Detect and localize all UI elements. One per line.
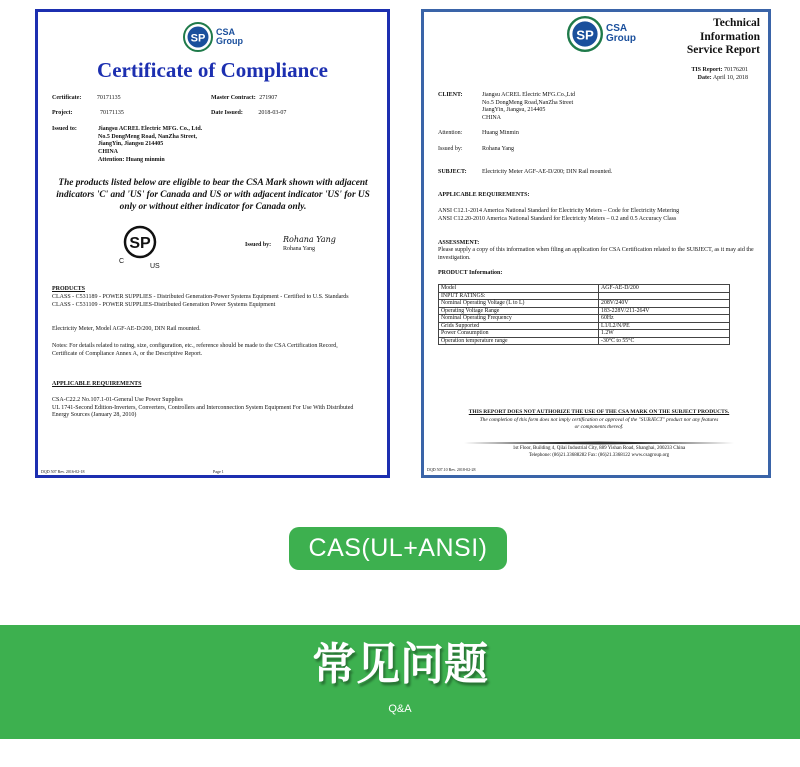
requirement-line: ANSI C12.20-2010 America National Standard for Electricity Meters – 0.2 and 0.5 Accuracy Class (438, 215, 677, 222)
report-title-line: Information (699, 30, 760, 43)
certificate-of-compliance (35, 9, 390, 478)
svg-text:SP: SP (129, 235, 151, 252)
logo-line-1: CSA (606, 23, 628, 34)
table-cell: INPUT RATINGS: (439, 292, 599, 300)
footer-left: DQD 507.10 Rev. 2018-02-28 (427, 467, 476, 472)
client-line: No.5 DongMeng Road,NanZha Street (482, 99, 574, 106)
table-row (439, 285, 730, 293)
footer-address (438, 446, 760, 459)
date-issued-value: 2018-03-07 (258, 110, 287, 116)
table-cell: 60Hz (599, 315, 730, 323)
tis-value: 70176201 (724, 67, 748, 73)
disclaimer (438, 409, 760, 432)
master-contract-value: 271907 (259, 95, 278, 101)
svg-text:SP: SP (576, 27, 594, 43)
csa-mark-notice: The products listed below are eligible to bear the CSA Mark shown with adjacent indicators 'C' and 'US' for Canada and US or with adjacent indicator 'US' for US only or without either indicator for Canada only. (56, 178, 370, 212)
table-cell: Model (439, 285, 599, 293)
client-line: CHINA (482, 114, 501, 121)
mark-c: C (119, 258, 125, 265)
certification-badge: CAS(UL+ANSI) (289, 527, 507, 570)
issued-by-label: Issued by: (245, 242, 272, 248)
table-cell: 1.2W (599, 330, 730, 338)
table-cell: Nominal Operating Frequency (439, 315, 599, 323)
faq-title: 常见问题 (312, 639, 488, 690)
signer-name: Rohana Yang (283, 246, 316, 252)
signature: Rohana Yang (283, 235, 336, 244)
table-row (439, 292, 730, 300)
table-row (439, 315, 730, 323)
csa-mark (120, 225, 160, 271)
attention-label: Attention: (438, 130, 463, 136)
disclaimer-italic: The completion of this form does not imply certification or approval of the "SUBJECT" product nor any features or components thereof. (479, 416, 719, 430)
issued-to-line: CHINA (98, 148, 119, 155)
certificate-label: Certificate: (52, 95, 82, 101)
report-title (687, 17, 760, 58)
product-line: CLASS - C531189 - POWER SUPPLIES - Distributed Generation-Power Systems Equipment - Certified to U.S. Standards (52, 294, 349, 300)
logo-line-1: CSA (216, 27, 236, 37)
csa-logo (183, 22, 243, 52)
table-row (439, 330, 730, 338)
client-line: JiangYin, Jiangsu, 214405 (482, 107, 546, 113)
requirements-list (52, 397, 372, 420)
requirements-heading: APPLICABLE REQUIREMENTS (52, 381, 142, 387)
report-title-line: Service Report (686, 44, 760, 56)
products-list (52, 294, 377, 309)
product-info-table (438, 284, 730, 345)
faq-subtitle: Q&A (388, 703, 412, 715)
products-heading: PRODUCTS (52, 286, 86, 292)
table-cell: AGF-AE-D/200 (599, 285, 730, 293)
table-cell (599, 292, 730, 300)
table-cell: 183-228V/211-264V (599, 307, 730, 315)
client-line: Jiangsu ACREL Electric MFG.Co.,Ltd (482, 92, 576, 98)
meter-line: Electricity Meter, Model AGF-AE-D/200, DIN Rail mounted. (52, 326, 201, 332)
table-cell: Grids Supported (439, 322, 599, 330)
subject-value: Electricity Meter AGF-AE-D/200; DIN Rail mounted. (482, 169, 613, 175)
date-label: Date: (697, 74, 712, 81)
table-row (439, 307, 730, 315)
table-row (439, 322, 730, 330)
attention-value: Huang Minmin (482, 130, 519, 136)
issued-to-block (98, 126, 202, 165)
footer-left: DQD 507 Rev. 2016-02-18 (41, 469, 85, 474)
report-meta (691, 67, 748, 82)
attention-line: Attention: Huang minmin (98, 157, 165, 163)
requirements-heading: APPLICABLE REQUIREMENTS: (438, 192, 530, 198)
product-line: CLASS - C531109 - POWER SUPPLIES-Distributed Generation Power Systems Equipment (52, 301, 276, 308)
csa-logo (567, 16, 636, 52)
disclaimer-bold: THIS REPORT DOES NOT AUTHORIZE THE USE OF THE CSA MARK ON THE SUBJECT PRODUCTS. (468, 409, 730, 415)
client-label: CLIENT: (438, 92, 463, 98)
certificate-value: 70171135 (96, 95, 121, 101)
project-value: 70171135 (100, 110, 124, 116)
assessment-text: Please supply a copy of this information when filing an application for CSA Certification related to the SUBJECT, as it may aid the investigation. (438, 247, 754, 261)
page-number: Page 1 (213, 469, 224, 474)
csa-logo-icon (183, 22, 213, 52)
client-block (482, 92, 575, 122)
requirement-line: ANSI C12.1-2014 America National Standard for Electricity Meters – Code for Electricity Metering (438, 208, 680, 214)
table-cell: Power Consumption (439, 330, 599, 338)
issued-to-line: Jiangsu ACREL Electric MFG. Co., Ltd. (98, 126, 203, 132)
table-cell: 208V/240V (599, 300, 730, 308)
table-row (439, 337, 730, 345)
issued-by-label: Issued by: (438, 146, 463, 152)
logo-line-2: Group (216, 36, 243, 46)
requirements-list (438, 208, 763, 223)
table-cell: Operation temperature range (439, 337, 599, 345)
requirement-line: CSA-C22.2 No.107.1-01-General Use Power Supplies (52, 397, 183, 403)
notes: Notes: For details related to rating, size, configuration, etc., reference should be made to the CSA Certification Record, Certificate of Compliance Annex A, or the Descriptive Report. (52, 343, 338, 357)
date-issued-label: Date Issued: (211, 110, 243, 116)
subject-label: SUBJECT: (438, 169, 467, 175)
phone-line: Telephone: (86)21.33688282 Fax: (86)21.3368122 www.csagroup.org (528, 452, 670, 458)
project-label: Project: (52, 110, 73, 116)
table-cell: Operating Voltage Range (439, 307, 599, 315)
mark-us: US (150, 263, 160, 270)
certificate-title: Certificate of Compliance (97, 58, 328, 82)
table-cell: -30°C to 55°C (599, 337, 730, 345)
product-info-heading: PRODUCT Information: (438, 270, 503, 276)
issued-by-value: Rohana Yang (482, 146, 515, 152)
tis-label: TIS Report: (691, 67, 723, 73)
report-title-line: Technical (713, 17, 760, 29)
table-row (439, 300, 730, 308)
assessment-heading: ASSESSMENT: (438, 240, 480, 246)
table-cell: Nominal Operating Voltage (L to L) (439, 300, 599, 308)
issued-to-line: JiangYin, Jiangsu 214405 (98, 141, 164, 147)
svg-text:SP: SP (190, 32, 206, 45)
requirement-line: UL 1741-Second Edition-Inverters, Converters, Controllers and Interconnection System Equipment For Use With Distributed Energy Sources (January 28, 2010) (52, 404, 354, 418)
csa-logo-icon (567, 16, 603, 52)
technical-information-service-report (421, 9, 771, 478)
address-line: 1st Floor, Building 4, Qilai Industrial City, 889 Yishan Road, Shanghai, 200233 China (512, 446, 686, 451)
csa-mark-icon (120, 225, 160, 265)
date-value: April 10, 2018 (712, 74, 748, 81)
master-contract-label: Master Contract: (211, 95, 256, 101)
issued-to-line: No.5 DongMeng Road, NanZha Street, (98, 133, 198, 140)
logo-line-2: Group (606, 33, 636, 44)
table-cell: L1/L2/N/PE (599, 322, 730, 330)
issued-to-label: Issued to: (52, 126, 77, 132)
